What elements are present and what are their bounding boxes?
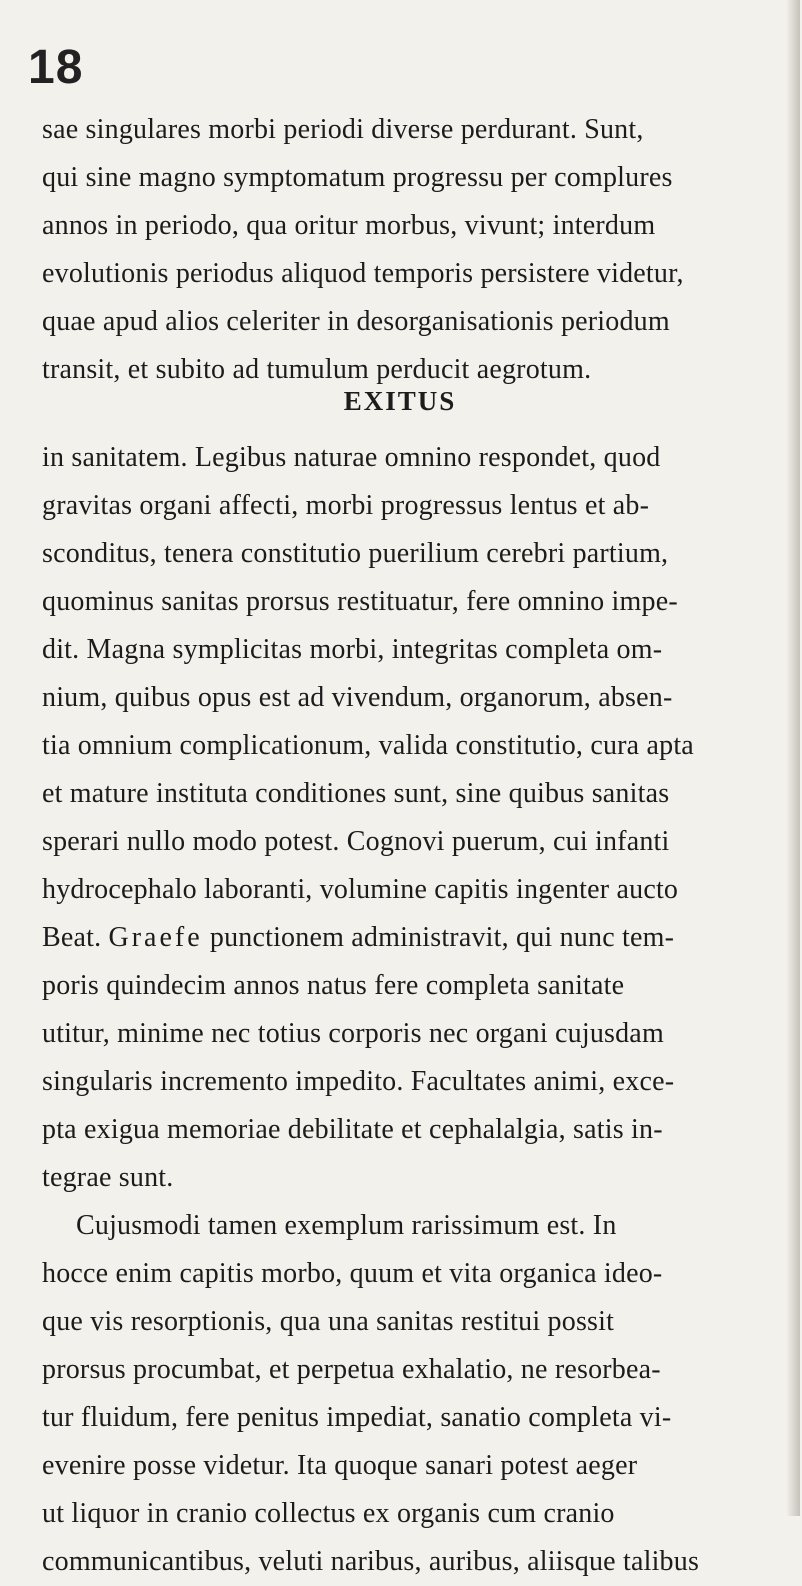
text-line: ut liquor in cranio collectus ex organis cum cranio (42, 1498, 615, 1529)
text-line: hocce enim capitis morbo, quum et vita organica ideo- (42, 1258, 663, 1289)
text-line: tia omnium complicationum, valida constitutio, cura apta (42, 730, 694, 761)
person-name: Graefe (108, 922, 203, 953)
text-line: pta exigua memoriae debilitate et cephalalgia, satis in- (42, 1114, 663, 1145)
text-line: quominus sanitas prorsus restituatur, fere omnino impe- (42, 586, 678, 617)
text-line: hydrocephalo laboranti, volumine capitis ingenter aucto (42, 874, 679, 905)
text-line: qui sine magno symptomatum progressu per complures (42, 162, 673, 193)
text-line: tegrae sunt. (42, 1162, 174, 1193)
text-line: in sanitatem. Legibus naturae omnino respondet, quod (42, 442, 661, 473)
text-line: sconditus, tenera constitutio puerilium cerebri partium, (42, 538, 669, 569)
text-line: que vis resorptionis, qua una sanitas restitui possit (42, 1306, 615, 1337)
text-line: sperari nullo modo potest. Cognovi puerum, cui infanti (42, 826, 670, 857)
text-line: Cujusmodi tamen exemplum rarissimum est. In (76, 1210, 617, 1241)
text-line: nium, quibus opus est ad vivendum, organorum, absen- (42, 682, 673, 713)
text-line: poris quindecim annos natus fere completa sanitate (42, 970, 625, 1001)
section-heading: EXITUS (343, 386, 457, 416)
title-abbreviation: Beat. (42, 922, 102, 953)
text-line: et mature instituta conditiones sunt, sine quibus sanitas (42, 778, 670, 809)
text-line: dit. Magna symplicitas morbi, integritas completa om- (42, 634, 663, 665)
text-fragment: punctionem administravit, qui nunc tem- (209, 922, 675, 953)
text-line: gravitas organi affecti, morbi progressus lentus et ab- (42, 490, 650, 521)
text-line (42, 914, 802, 962)
paragraph-morbi-periodi (42, 106, 802, 394)
text-line: sae singulares morbi periodi diverse perdurant. Sunt, (42, 114, 644, 145)
text-line: singularis incremento impedito. Facultates animi, exce- (42, 1066, 675, 1097)
text-line: tur fluidum, fere penitus impediat, sanatio completa vi- (42, 1402, 672, 1433)
text-line: utitur, minime nec totius corporis nec organi cujusdam (42, 1018, 664, 1049)
page-edge-shadow (786, 0, 800, 1516)
text-line: evenire posse videtur. Ita quoque sanari potest aeger (42, 1450, 638, 1481)
text-line: annos in periodo, qua oritur morbus, vivunt; interdum (42, 210, 656, 241)
text-line: transit, et subito ad tumulum perducit aegrotum. (42, 354, 592, 385)
paragraph-exitus (42, 434, 802, 1586)
text-line: prorsus procumbat, et perpetua exhalatio, ne resorbea- (42, 1354, 661, 1385)
text-line: quae apud alios celeriter in desorganisationis periodum (42, 306, 670, 337)
page-number: 18 (28, 41, 84, 94)
text-line: evolutionis periodus aliquod temporis persistere videtur, (42, 258, 684, 289)
text-line: communicantibus, veluti naribus, auribus, aliisque talibus (42, 1546, 700, 1577)
